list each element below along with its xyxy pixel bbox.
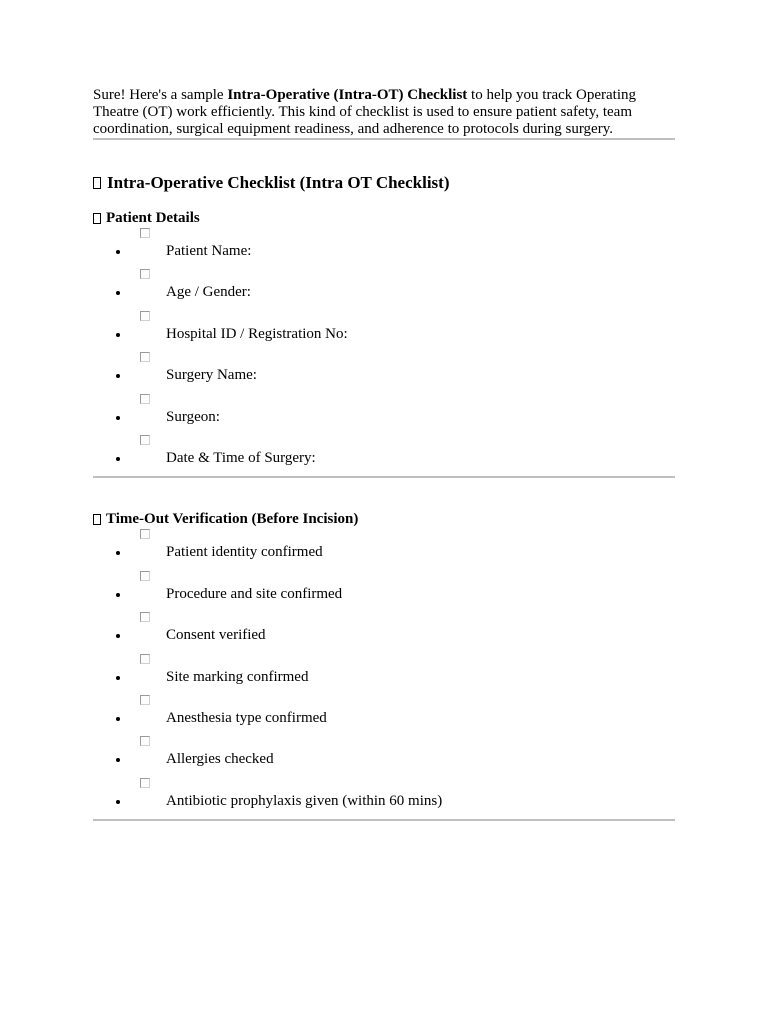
list-item	[93, 529, 675, 570]
list-item	[93, 736, 675, 777]
checkbox-icon[interactable]	[140, 571, 150, 581]
item-label: Surgeon:	[166, 408, 220, 425]
time-out-list	[93, 529, 675, 819]
checkbox-icon[interactable]	[140, 695, 150, 705]
bullet-icon	[116, 551, 120, 555]
item-label: Hospital ID / Registration No:	[166, 325, 348, 342]
checkbox-icon[interactable]	[140, 654, 150, 664]
list-item	[93, 571, 675, 612]
bullet-icon	[116, 593, 120, 597]
missing-glyph-icon	[93, 514, 101, 525]
checkbox-icon[interactable]	[140, 311, 150, 321]
section-title-time-out	[93, 509, 675, 529]
checkbox-icon[interactable]	[140, 394, 150, 404]
section-title-text: Patient Details	[106, 210, 200, 226]
item-label: Surgery Name:	[166, 367, 257, 384]
intro-paragraph	[93, 87, 675, 138]
divider	[93, 138, 675, 140]
list-item	[93, 695, 675, 736]
checkbox-icon[interactable]	[140, 435, 150, 445]
item-label: Site marking confirmed	[166, 668, 309, 685]
item-label: Antibiotic prophylaxis given (within 60 mins)	[166, 792, 443, 809]
item-label: Patient Name:	[166, 243, 252, 259]
missing-glyph-icon	[93, 177, 101, 189]
item-label: Consent verified	[166, 627, 266, 644]
bullet-icon	[116, 634, 120, 638]
list-item	[93, 352, 675, 393]
list-item	[93, 654, 675, 695]
bullet-icon	[116, 800, 120, 804]
section-title-text: Time-Out Verification (Before Incision)	[106, 511, 359, 528]
bullet-icon	[116, 333, 120, 337]
list-item	[93, 311, 675, 352]
bullet-icon	[116, 676, 120, 680]
checkbox-icon[interactable]	[140, 612, 150, 622]
divider	[93, 476, 675, 478]
checkbox-icon[interactable]	[140, 736, 150, 746]
checkbox-icon[interactable]	[140, 352, 150, 362]
list-item	[93, 778, 675, 819]
page-title	[93, 172, 675, 194]
patient-details-list	[93, 228, 675, 476]
item-label: Date & Time of Surgery:	[166, 449, 316, 466]
item-label: Anesthesia type confirmed	[166, 709, 327, 726]
intro-suffix: to help you track Operating Theatre (OT) work efficiently. This kind of checklist is used to ensure patient safety, team coordination, surgical equipment readiness, and adherence to protocols during surgery.	[93, 87, 636, 137]
list-item	[93, 394, 675, 435]
item-label: Allergies checked	[166, 751, 274, 768]
checkbox-icon[interactable]	[140, 529, 150, 539]
bullet-icon	[116, 250, 120, 254]
intro-prefix: Sure! Here's a sample	[93, 87, 228, 103]
bullet-icon	[116, 457, 120, 461]
checkbox-icon[interactable]	[140, 269, 150, 279]
bullet-icon	[116, 717, 120, 721]
bullet-icon	[116, 758, 120, 762]
bullet-icon	[116, 416, 120, 420]
document-page	[93, 87, 675, 821]
bullet-icon	[116, 291, 120, 295]
item-label: Patient identity confirmed	[166, 544, 323, 561]
section-title-patient-details	[93, 208, 675, 228]
checkbox-icon[interactable]	[140, 228, 150, 238]
item-label: Age / Gender:	[166, 284, 251, 301]
list-item	[93, 612, 675, 653]
item-label: Procedure and site confirmed	[166, 585, 343, 602]
page-title-text: Intra-Operative Checklist (Intra OT Checklist)	[107, 173, 450, 192]
list-item	[93, 228, 675, 269]
list-item	[93, 269, 675, 310]
missing-glyph-icon	[93, 213, 101, 224]
bullet-icon	[116, 374, 120, 378]
checkbox-icon[interactable]	[140, 778, 150, 788]
list-item	[93, 435, 675, 476]
divider	[93, 819, 675, 821]
intro-bold: Intra-Operative (Intra-OT) Checklist	[227, 87, 468, 103]
